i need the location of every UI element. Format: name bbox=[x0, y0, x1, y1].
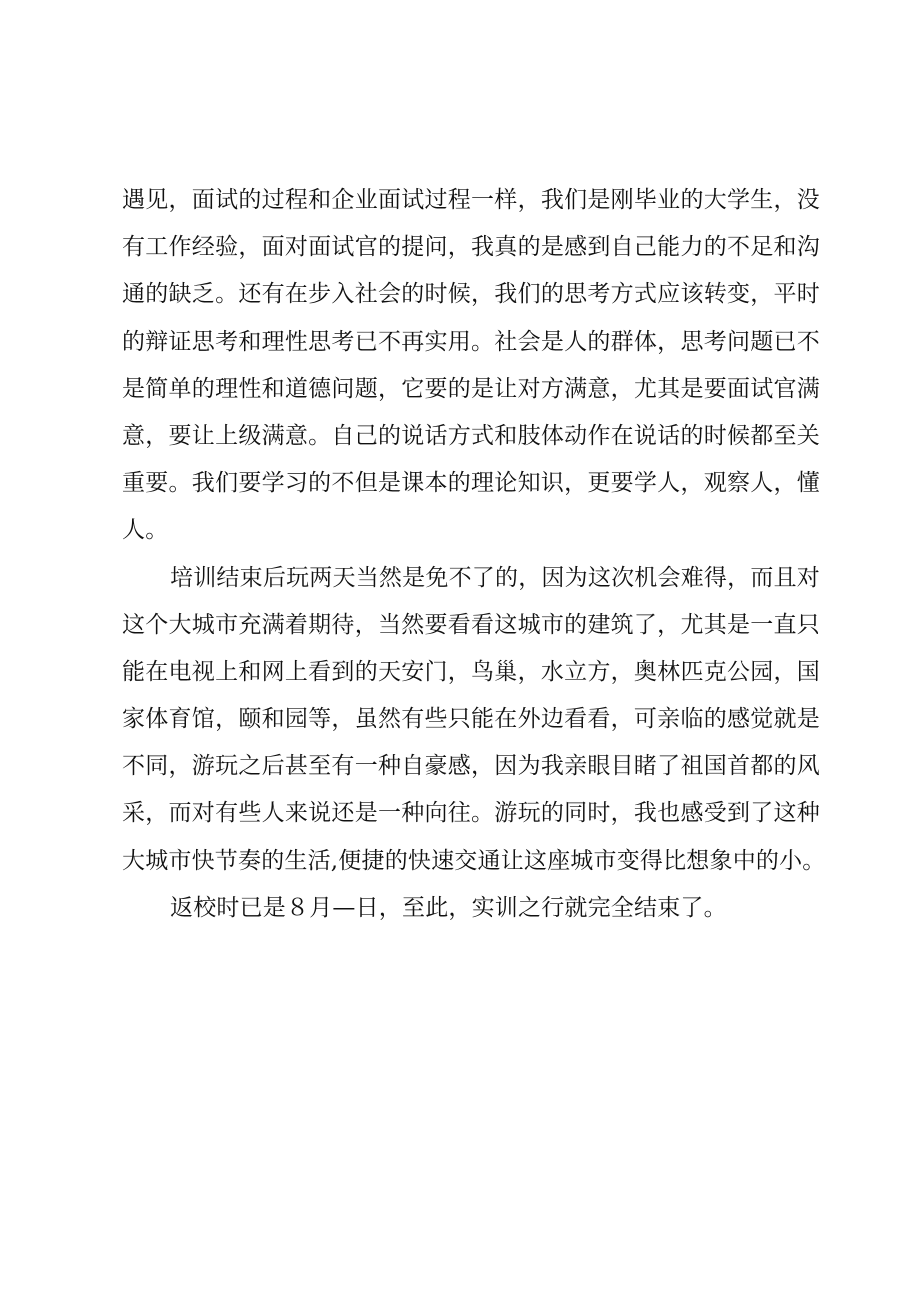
paragraph-2 bbox=[122, 555, 826, 885]
paragraph-1 bbox=[122, 177, 820, 555]
paragraph-line: 不同，游玩之后甚至有一种自豪感，因为我亲眼目睹了祖国首都的风 bbox=[122, 753, 820, 780]
paragraph-line: 是简单的理性和道德问题，它要的是让对方满意，尤其是要面试官满 bbox=[122, 375, 820, 402]
paragraph-line: 有工作经验，面对面试官的提问，我真的是感到自己能力的不足和沟 bbox=[122, 234, 820, 261]
document-body bbox=[122, 177, 826, 932]
paragraph-line: 重要。我们要学习的不但是课本的理论知识，更要学人，观察人，懂 bbox=[122, 470, 820, 497]
paragraph-line: 大城市快节奏的生活,便捷的快速交通让这座城市变得比想象中的小。 bbox=[122, 847, 826, 874]
paragraph-line: 返校时已是８月—日，至此，实训之行就完全结束了。 bbox=[170, 894, 727, 921]
paragraph-line: 家体育馆，颐和园等，虽然有些只能在外边看看，可亲临的感觉就是 bbox=[122, 706, 820, 733]
paragraph-3 bbox=[122, 885, 820, 932]
paragraph-line: 采，而对有些人来说还是一种向往。游玩的同时，我也感受到了这种 bbox=[122, 800, 820, 827]
paragraph-line: 的辩证思考和理性思考已不再实用。社会是人的群体，思考问题已不 bbox=[122, 328, 820, 355]
paragraph-line: 能在电视上和网上看到的天安门，鸟巢，水立方，奥林匹克公园，国 bbox=[122, 658, 820, 685]
paragraph-line: 通的缺乏。还有在步入社会的时候，我们的思考方式应该转变，平时 bbox=[122, 281, 820, 308]
paragraph-line: 培训结束后玩两天当然是免不了的，因为这次机会难得，而且对 bbox=[170, 564, 820, 591]
paragraph-line: 遇见，面试的过程和企业面试过程一样，我们是刚毕业的大学生，没 bbox=[122, 187, 820, 213]
paragraph-line: 这个大城市充满着期待，当然要看看这城市的建筑了，尤其是一直只 bbox=[122, 611, 820, 638]
paragraph-line: 意，要让上级满意。自己的说话方式和肢体动作在说话的时候都至关 bbox=[122, 422, 820, 449]
paragraph-line: 人。 bbox=[122, 517, 169, 544]
